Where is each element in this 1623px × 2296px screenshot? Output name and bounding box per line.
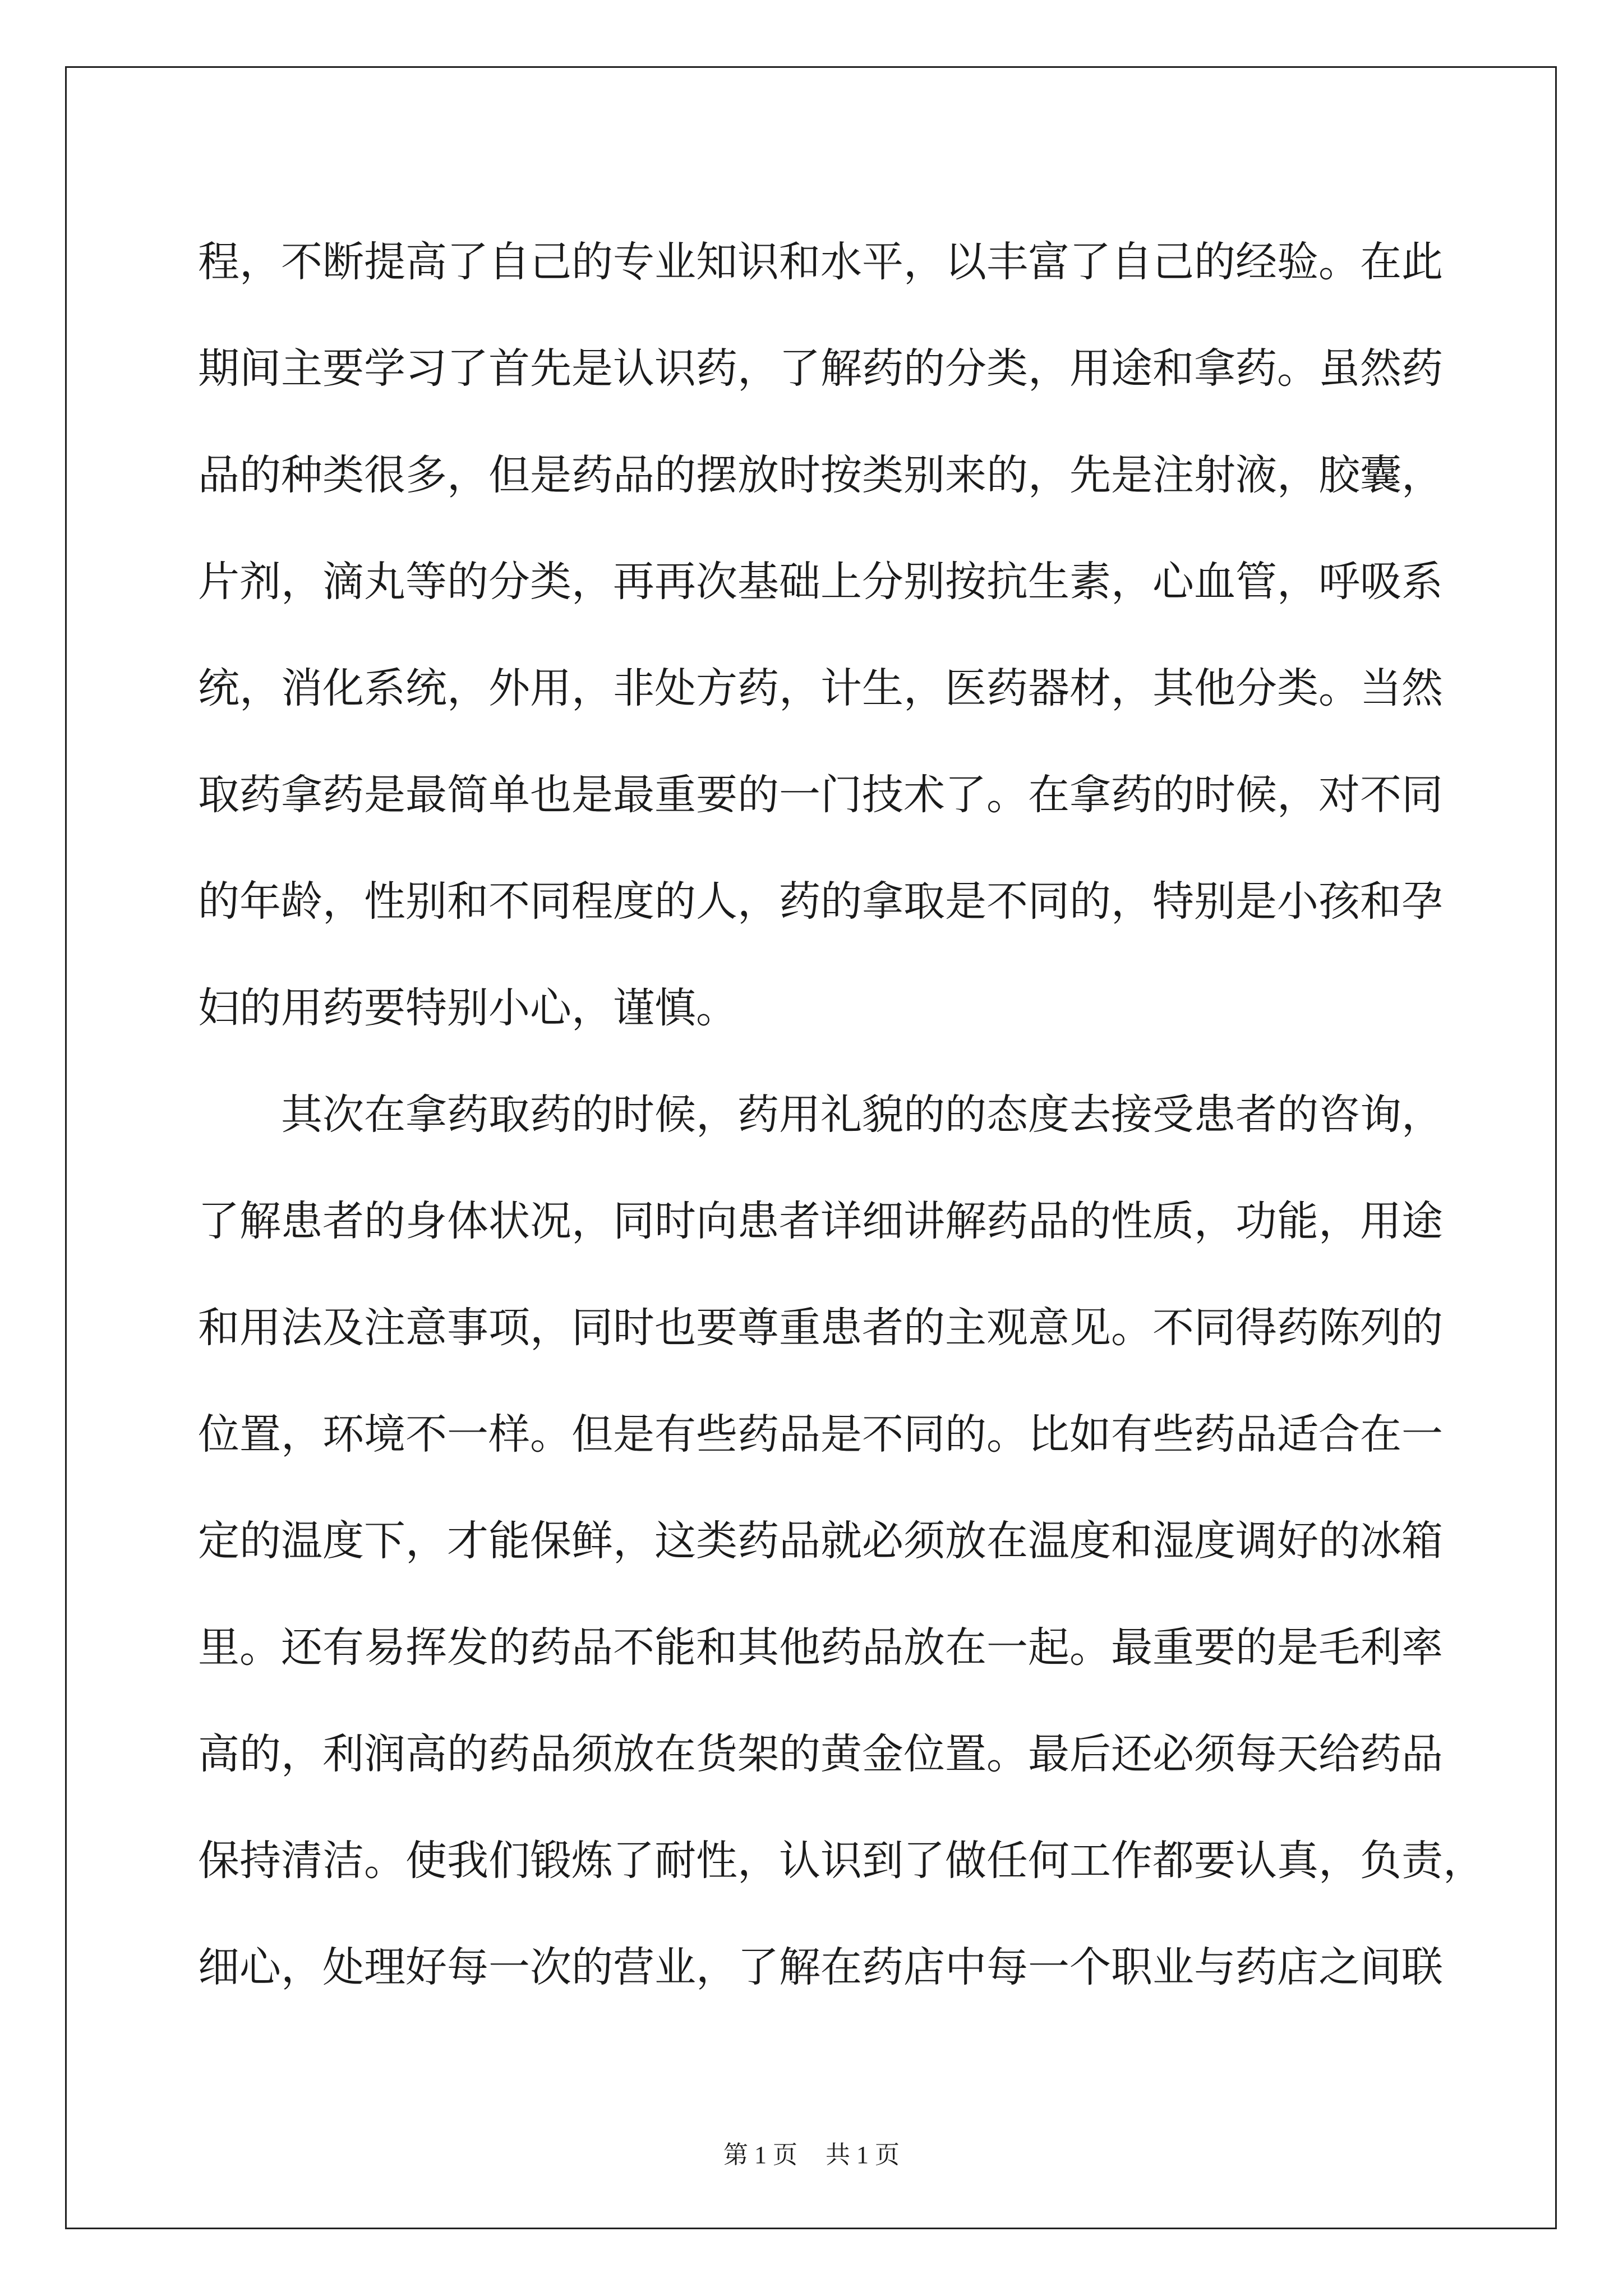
text-line: 取药拿药是最简单也是最重要的一门技术了。在拿药的时候，对不同	[198, 771, 1443, 819]
page-total: 共 1 页	[826, 2141, 900, 2169]
text-line: 里。还有易挥发的药品不能和其他药品放在一起。最重要的是毛利率	[198, 1623, 1443, 1672]
text-line: 保持清洁。使我们锻炼了耐性，认识到了做任何工作都要认真，负责，	[198, 1837, 1484, 1885]
body-text	[198, 209, 1484, 2021]
text-line: 位置，环境不一样。但是有些药品是不同的。比如有些药品适合在一	[198, 1410, 1443, 1458]
text-line: 高的，利润高的药品须放在货架的黄金位置。最后还必须每天给药品	[198, 1730, 1443, 1778]
text-line: 期间主要学习了首先是认识药，了解药的分类，用途和拿药。虽然药	[198, 344, 1443, 393]
text-line: 片剂，滴丸等的分类，再再次基础上分别按抗生素，心血管，呼吸系	[198, 558, 1443, 606]
text-line: 定的温度下，才能保鲜，这类药品就必须放在温度和湿度调好的冰箱	[198, 1517, 1443, 1565]
text-line: 和用法及注意事项，同时也要尊重患者的主观意见。不同得药陈列的	[198, 1304, 1443, 1352]
text-line: 细心，处理好每一次的营业，了解在药店中每一个职业与药店之间联	[198, 1943, 1443, 1991]
page-number: 第 1 页	[723, 2141, 797, 2169]
paragraph-start-line: 其次在拿药取药的时候，药用礼貌的的态度去接受患者的咨询，	[281, 1091, 1443, 1139]
text-line: 的年龄，性别和不同程度的人，药的拿取是不同的，特别是小孩和孕	[198, 877, 1443, 926]
text-line: 统，消化系统，外用，非处方药，计生，医药器材，其他分类。当然	[198, 664, 1443, 712]
text-line: 了解患者的身体状况，同时向患者详细讲解药品的性质，功能，用途	[198, 1197, 1443, 1245]
text-line: 妇的用药要特别小心，谨慎。	[198, 984, 737, 1032]
text-line: 程，不断提高了自己的专业知识和水平，以丰富了自己的经验。在此	[198, 238, 1443, 286]
text-line: 品的种类很多，但是药品的摆放时按类别来的，先是注射液，胶囊，	[198, 451, 1443, 499]
page-footer	[0, 2134, 1623, 2170]
